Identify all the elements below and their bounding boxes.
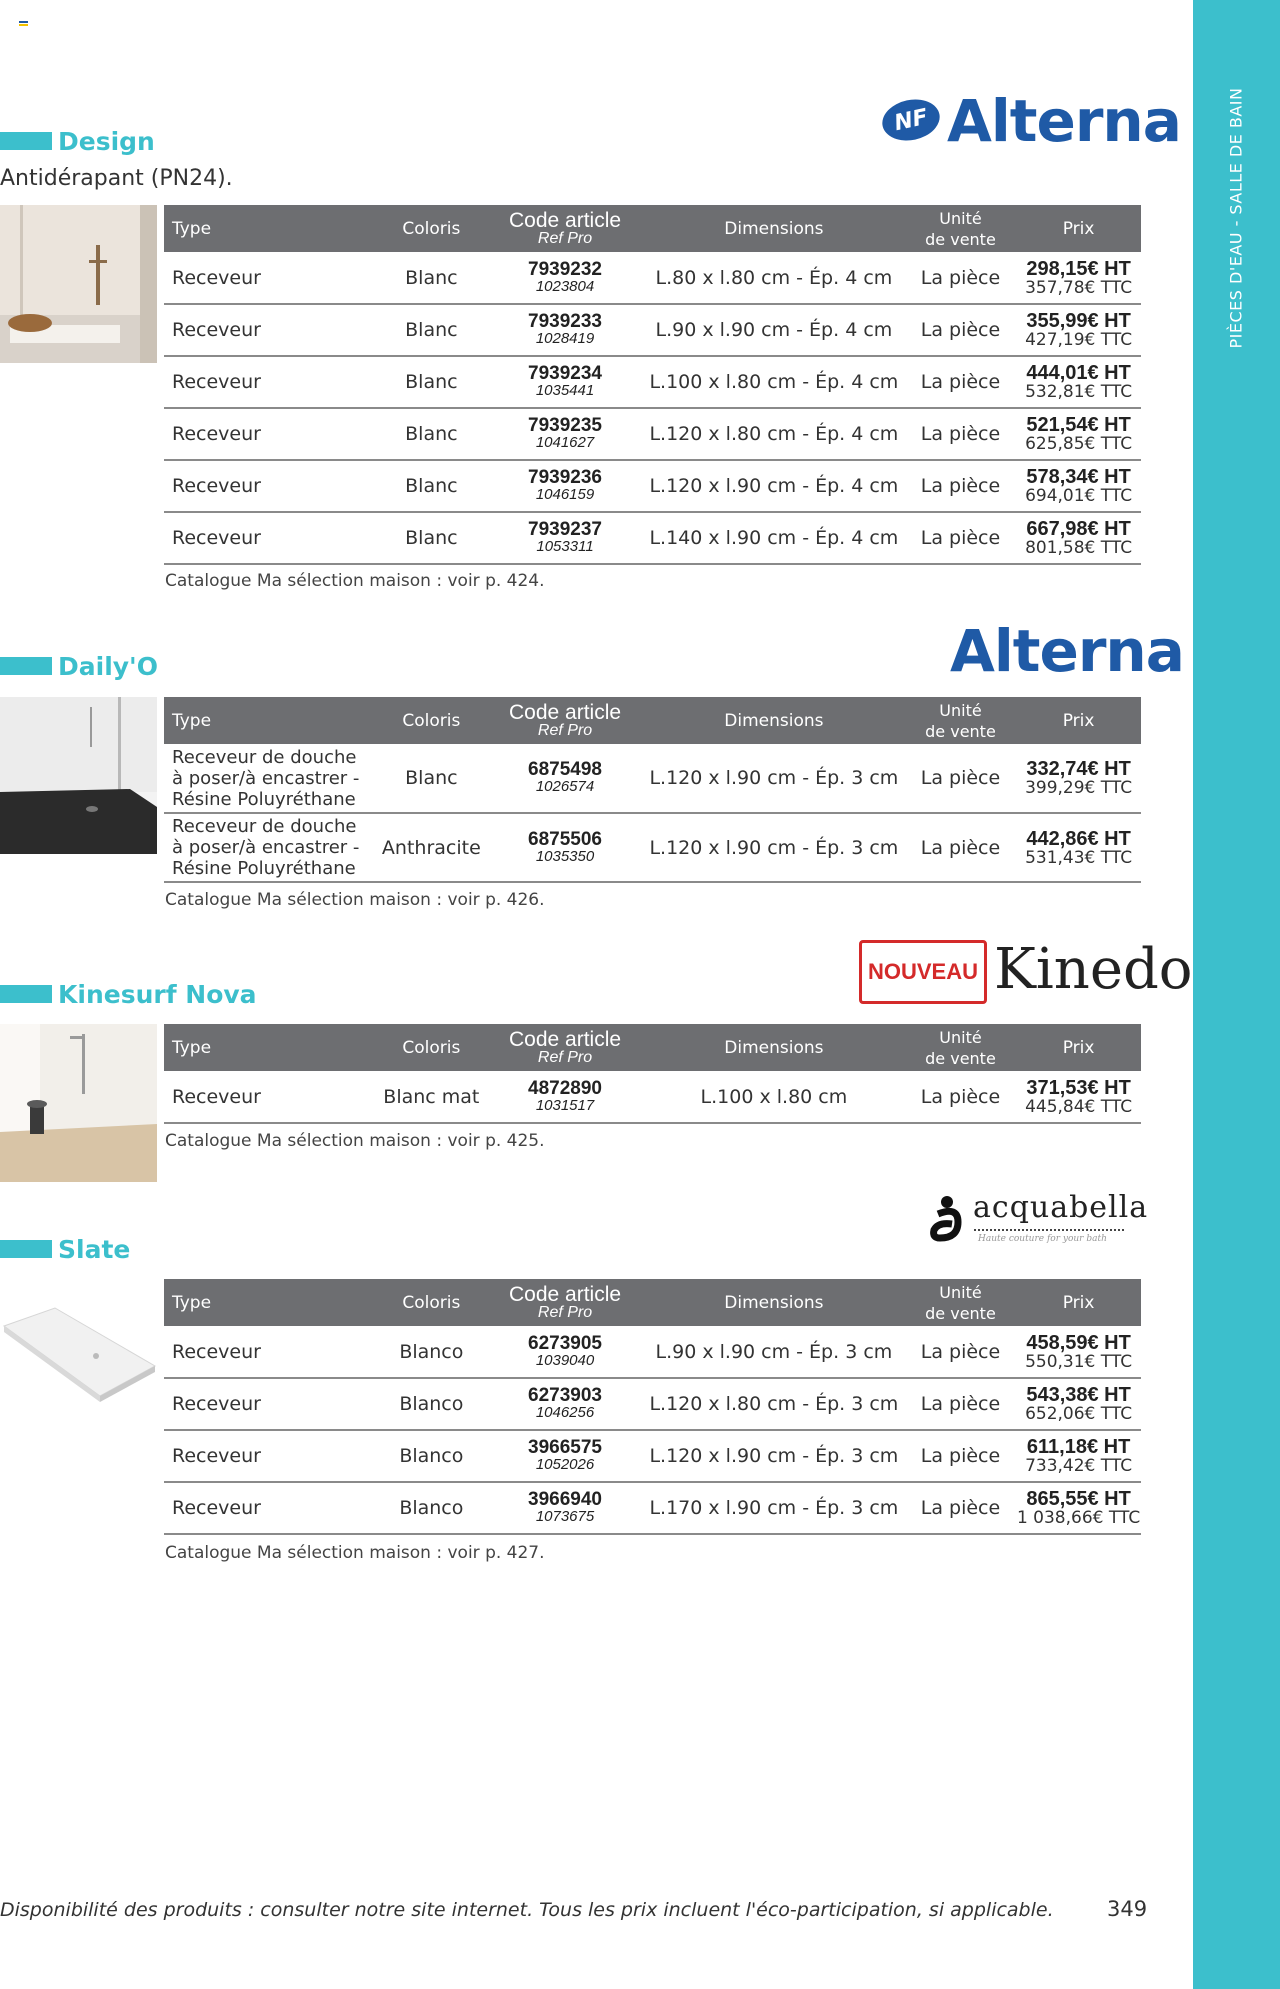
col-unit: Unité de vente (905, 1279, 1016, 1326)
accent-bar (0, 657, 52, 675)
table-row: Receveur Blanc 7939233 1028419 L.90 x l.90 cm - Ép. 4 cm La pièce 355,99€ HT 427,19€ TTC (164, 304, 1141, 356)
section-header-kinesurf (0, 979, 257, 1009)
table-row: Receveur de douche à poser/à encastrer - Résine Poluyréthane Blanc 6875498 1026574 L.120 x l.90 cm - Ép. 3 cm La pièce 332,74€ HT 399,29€ TTC (164, 744, 1141, 813)
page-number: 349 (1107, 1897, 1148, 1921)
catalog-note: Catalogue Ma sélection maison : voir p. 426. (165, 890, 545, 910)
nf-badge: NF (878, 94, 943, 145)
col-code: Code article Ref Pro (487, 697, 643, 744)
product-table-slate (164, 1279, 1141, 1535)
section-subtitle: Antidérapant (PN24). (0, 166, 233, 191)
col-coloris: Coloris (376, 1279, 487, 1326)
table-row: Receveur Blanc mat 4872890 1031517 L.100 x l.80 cm La pièce 371,53€ HT 445,84€ TTC (164, 1071, 1141, 1123)
col-dimensions: Dimensions (643, 697, 905, 744)
col-coloris: Coloris (376, 697, 487, 744)
shower-tray-illustration (0, 697, 157, 854)
col-price: Prix (1016, 1024, 1141, 1071)
col-type: Type (164, 1024, 376, 1071)
brand-logo-acquabella (928, 1190, 1149, 1250)
col-unit: Unité de vente (905, 1024, 1016, 1071)
col-unit: Unité de vente (905, 697, 1016, 744)
catalog-note: Catalogue Ma sélection maison : voir p. 424. (165, 571, 545, 591)
table-header-row (164, 697, 1141, 744)
accent-bar (0, 132, 52, 150)
section-title: Slate (58, 1234, 131, 1264)
footer-disclaimer: Disponibilité des produits : consulter notre site internet. Tous les prix incluent l'éco-participation, si applicable. (0, 1899, 1054, 1921)
table-header-row (164, 1024, 1141, 1071)
product-table-kinesurf (164, 1024, 1141, 1124)
section-title: Design (58, 126, 155, 156)
table-header-row (164, 1279, 1141, 1326)
section-title: Kinesurf Nova (58, 979, 257, 1009)
brand-logo-alterna (950, 617, 1184, 685)
table-row: Receveur Blanc 7939235 1041627 L.120 x l.80 cm - Ép. 4 cm La pièce 521,54€ HT 625,85€ TTC (164, 408, 1141, 460)
catalog-note: Catalogue Ma sélection maison : voir p. 425. (165, 1131, 545, 1151)
section-title: Daily'O (58, 651, 158, 681)
brand-tagline: Haute couture for your bath (978, 1234, 1107, 1244)
table-row: Receveur de douche à poser/à encastrer - Résine Poluyréthane Anthracite 6875506 1035350 L.120 x l.90 cm - Ép. 3 cm La pièce 442,86€ HT 531,43€ TTC (164, 813, 1141, 882)
section-header-design (0, 126, 155, 156)
col-code: Code article Ref Pro (487, 1279, 643, 1326)
col-coloris: Coloris (376, 205, 487, 252)
brand-name: Alterna (950, 617, 1184, 685)
table-row: Receveur Blanco 6273903 1046256 L.120 x l.80 cm - Ép. 3 cm La pièce 543,38€ HT 652,06€ TTC (164, 1378, 1141, 1430)
col-price: Prix (1016, 697, 1141, 744)
accent-bar (0, 985, 52, 1003)
col-type: Type (164, 1279, 376, 1326)
col-dimensions: Dimensions (643, 205, 905, 252)
bathroom-illustration (0, 205, 157, 363)
section-header-slate (0, 1234, 130, 1264)
table-row: Receveur Blanc 7939234 1035441 L.100 x l.80 cm - Ép. 4 cm La pièce 444,01€ HT 532,81€ TTC (164, 356, 1141, 408)
side-tab-label: PIÈCES D'EAU - SALLE DE BAIN (1226, 87, 1246, 349)
col-dimensions: Dimensions (643, 1279, 905, 1326)
catalog-note: Catalogue Ma sélection maison : voir p. 427. (165, 1543, 545, 1563)
product-photo-dailyo (0, 697, 157, 854)
brand-name: acquabella (973, 1190, 1149, 1225)
col-type: Type (164, 697, 376, 744)
table-row: Receveur Blanc 7939237 1053311 L.140 x l.90 cm - Ép. 4 cm La pièce 667,98€ HT 801,58€ TTC (164, 512, 1141, 564)
table-row: Receveur Blanc 7939232 1023804 L.80 x l.80 cm - Ép. 4 cm La pièce 298,15€ HT 357,78€ TTC (164, 252, 1141, 304)
brand-name: Alterna (947, 87, 1181, 155)
product-table-dailyo (164, 697, 1141, 883)
product-table-design (164, 205, 1141, 565)
acquabella-mark-icon (928, 1192, 966, 1242)
col-code: Code article Ref Pro (487, 1024, 643, 1071)
col-price: Prix (1016, 1279, 1141, 1326)
col-dimensions: Dimensions (643, 1024, 905, 1071)
product-photo-kinesurf (0, 1024, 157, 1182)
bathroom-illustration (0, 1024, 157, 1182)
flag-icon (19, 21, 28, 28)
col-unit: Unité de vente (905, 205, 1016, 252)
table-header-row (164, 205, 1141, 252)
table-row: Receveur Blanco 6273905 1039040 L.90 x l.90 cm - Ép. 3 cm La pièce 458,59€ HT 550,31€ TTC (164, 1326, 1141, 1378)
col-code: Code article Ref Pro (487, 205, 643, 252)
product-photo-slate (0, 1300, 157, 1420)
new-badge: NOUVEAU (859, 940, 987, 1004)
table-row: Receveur Blanc 7939236 1046159 L.120 x l.90 cm - Ép. 4 cm La pièce 578,34€ HT 694,01€ TTC (164, 460, 1141, 512)
col-type: Type (164, 205, 376, 252)
table-row: Receveur Blanco 3966940 1073675 L.170 x l.90 cm - Ép. 3 cm La pièce 865,55€ HT 1 038,66€ TTC (164, 1482, 1141, 1534)
table-row: Receveur Blanco 3966575 1052026 L.120 x l.90 cm - Ép. 3 cm La pièce 611,18€ HT 733,42€ TTC (164, 1430, 1141, 1482)
brand-name-kinedo: Kinedo (994, 937, 1193, 1002)
col-coloris: Coloris (376, 1024, 487, 1071)
product-photo-design (0, 205, 157, 363)
col-price: Prix (1016, 205, 1141, 252)
shower-tray-illustration (0, 1300, 157, 1420)
section-header-dailyo (0, 651, 158, 681)
accent-bar (0, 1240, 52, 1258)
